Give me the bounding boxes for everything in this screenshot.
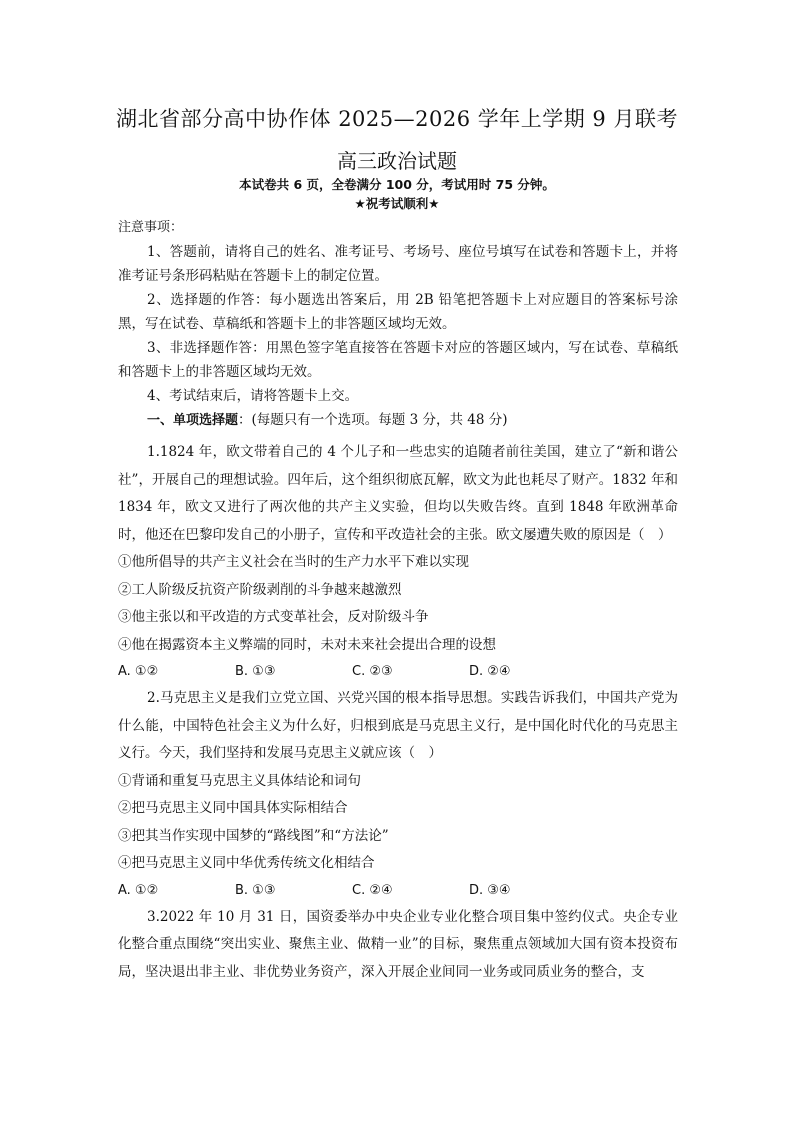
question-option: ②工人阶级反抗资产阶级剥削的斗争越来越激烈 (118, 581, 402, 598)
question-option: ②把马克思主义同中国具体实际相结合 (118, 800, 348, 816)
notice-item: 1、答题前，请将自己的姓名、准考证号、考场号、座位号填写在试卷和答题卡上，并将准考证号条形码粘贴在答题卡上的制定位置。 (118, 244, 678, 284)
exam-body (118, 216, 678, 986)
choice-c: C. ②③ (352, 664, 393, 679)
section-heading (118, 408, 678, 433)
choice-a: A. ①② (118, 882, 159, 898)
answer-choices (118, 659, 678, 685)
question-stem: 1.1824 年，欧文带着自己的 4 个儿子和一些忠实的追随者前往美国，建立了“新和谐公社”，开展自己的理想试验。四年后，这个组织彻底瓦解，欧文为此也耗尽了财产。1832 年和 1834 年，欧文又进行了两次他的共产主义实验，但均以失败告终。直到 1848 年欧洲革命时，他还在巴黎印发自己的小册子，宣传和平改造社会的主张。欧文屡遭失败的原因是（ ） (118, 444, 678, 543)
choice-a: A. ①② (118, 664, 159, 679)
question-option: ①他所倡导的共产主义社会在当时的生产力水平下难以实现 (118, 554, 469, 570)
notice-heading: 注意事项： (118, 220, 184, 235)
answer-choices (118, 878, 678, 904)
notice-item: 4、考试结束后，请将答题卡上交。 (147, 388, 359, 404)
question-stem: 3.2022 年 10 月 31 日，国资委举办中央企业专业化整合项目集中签约仪式。央企专业化整合重点围绕“突出实业、聚焦主业、做精一业”的目标，聚焦重点领域加大国有资本投资布局，坚决退出非主业、非优势业务资产，深入开展企业间同一业务或同质业务的整合，支 (118, 908, 678, 980)
exam-wish: ★祝考试顺利★ (354, 196, 440, 211)
choice-d: D. ②④ (469, 664, 511, 679)
question-option: ④他在揭露资本主义弊端的同时，未对未来社会提出合理的设想 (118, 636, 496, 653)
choice-c: C. ②④ (352, 882, 393, 898)
choice-b: B. ①③ (235, 664, 276, 679)
notice-item: 3、非选择题作答：用黑色签字笔直接答在答题卡对应的答题区域内，写在试卷、草稿纸和答题卡上的非答题区域均无效。 (118, 340, 678, 380)
section-label: 一、单项选择题 (147, 413, 239, 428)
question-stem: 2.马克思主义是我们立党立国、兴党兴国的根本指导思想。实践告诉我们，中国共产党为什么能，中国特色社会主义为什么好，归根到底是马克思主义行，是中国化时代化的马克思主义行。今天，我们坚持和发展马克思主义就应该（ ） (118, 690, 678, 761)
exam-title: 湖北省部分高中协作体 2025—2026 学年上学期 9 月联考 (116, 107, 678, 131)
question-option: ③把其当作实现中国梦的“路线图”和“方法论” (118, 827, 389, 844)
section-desc: ：(每题只有一个选项。每题 3 分，共 48 分) (238, 412, 508, 428)
exam-subtitle: 高三政治试题 (337, 149, 457, 173)
question-option: ③他主张以和平改造的方式变革社会，反对阶级斗争 (118, 609, 429, 625)
exam-info: 本试卷共 6 页，全卷满分 100 分，考试用时 75 分钟。 (239, 177, 555, 192)
notice-item: 2、选择题的作答：每小题选出答案后，用 2B 铅笔把答题卡上对应题目的答案标号涂黑，写在试卷、草稿纸和答题卡上的非答题区域均无效。 (118, 292, 678, 332)
choice-b: B. ①③ (235, 882, 276, 898)
choice-d: D. ③④ (469, 882, 511, 898)
question-option: ①背诵和重复马克思主义具体结论和词句 (118, 772, 361, 789)
question-option: ④把马克思主义同中华优秀传统文化相结合 (118, 855, 375, 871)
